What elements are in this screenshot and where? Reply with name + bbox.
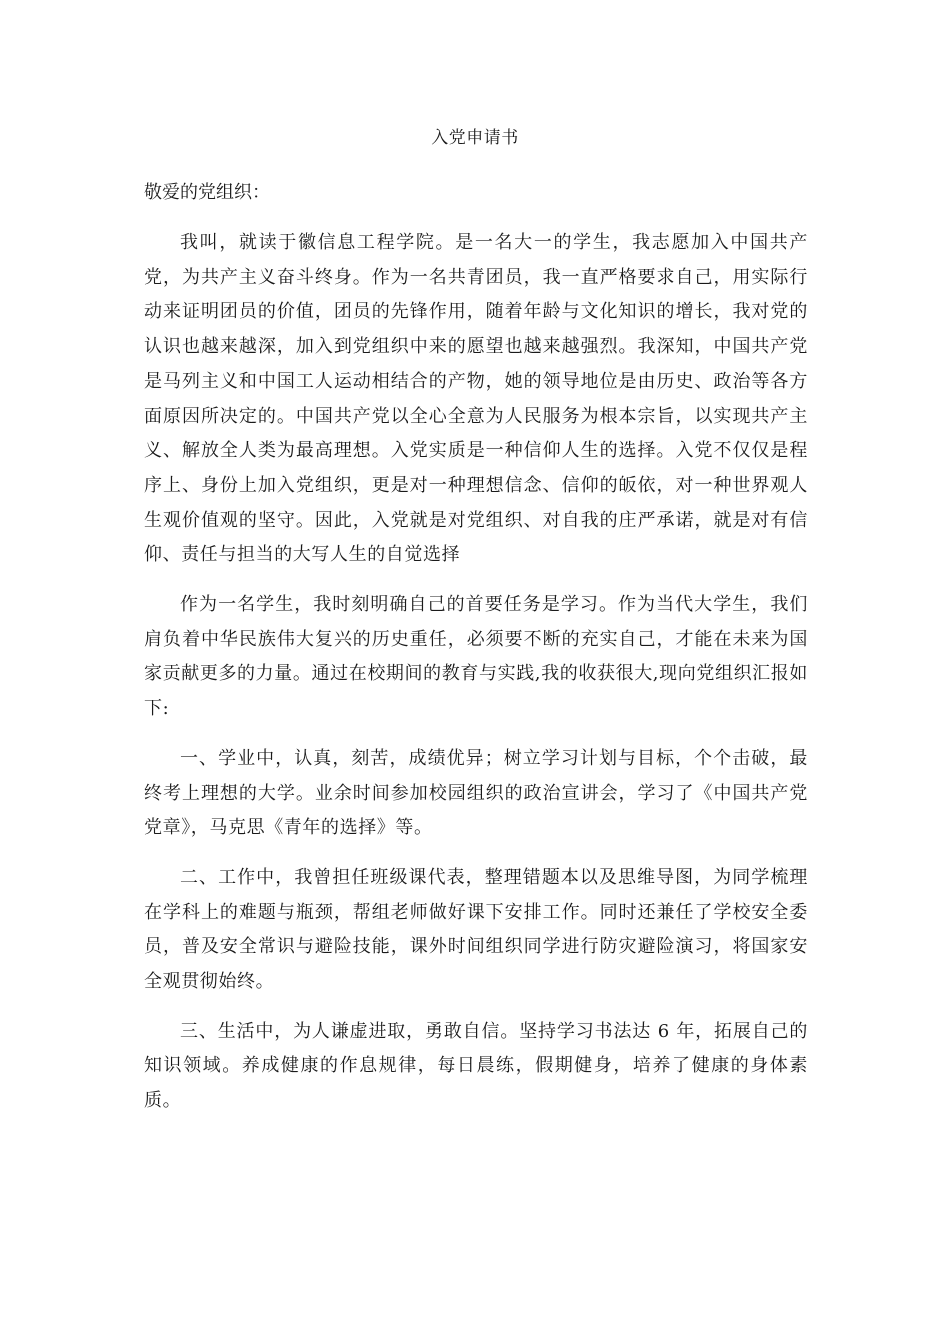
document-body xyxy=(144,226,808,1134)
salutation: 敬爱的党组织： xyxy=(144,182,270,203)
document-title: 入党申请书 xyxy=(431,128,519,148)
paragraph-intro: 我叫，就读于徽信息工程学院。是一名大一的学生，我志愿加入中国共产党，为共产主义奋斗终身。作为一名共青团员，我一直严格要求自己，用实际行动来证明团员的价值，团员的先锋作用，随着年龄与文化知识的增长，我对党的认识也越来越深，加入到党组织中来的愿望也越来越强烈。我深知，中国共产党是马列主义和中国工人运动相结合的产物，她的领导地位是由历史、政治等各方面原因所决定的。中国共产党以全心全意为人民服务为根本宗旨，以实现共产主义、解放全人类为最高理想。入党实质是一种信仰人生的选择。入党不仅仅是程序上、身份上加入党组织，更是对一种理想信念、信仰的皈依，对一种世界观人生观价值观的坚守。因此，入党就是对党组织、对自我的庄严承诺，就是对有信仰、责任与担当的大写人生的自觉选择 xyxy=(144,232,808,566)
paragraph-work: 二、工作中，我曾担任班级课代表，整理错题本以及思维导图，为同学梳理在学科上的难题与瓶颈，帮组老师做好课下安排工作。同时还兼任了学校安全委员，普及安全常识与避险技能，课外时间组织同学进行防灾避险演习，将国家安全观贯彻始终。 xyxy=(144,866,808,993)
paragraph-academics: 一、学业中，认真，刻苦，成绩优异；树立学习计划与目标，个个击破，最终考上理想的大学。业余时间参加校园组织的政治宣讲会，学习了《中国共产党党章》，马克思《青年的选择》等。 xyxy=(144,747,808,839)
paragraph-study-duty: 作为一名学生，我时刻明确自己的首要任务是学习。作为当代大学生，我们肩负着中华民族伟大复兴的历史重任，必须要不断的充实自己，才能在未来为国家贡献更多的力量。通过在校期间的教育与实践,我的收获很大,现向党组织汇报如下: xyxy=(144,594,808,720)
paragraph-life: 三、生活中，为人谦虚进取，勇敢自信。坚持学习书法达 6 年，拓展自己的知识领域。养成健康的作息规律，每日晨练，假期健身，培养了健康的身体素质。 xyxy=(144,1020,808,1112)
